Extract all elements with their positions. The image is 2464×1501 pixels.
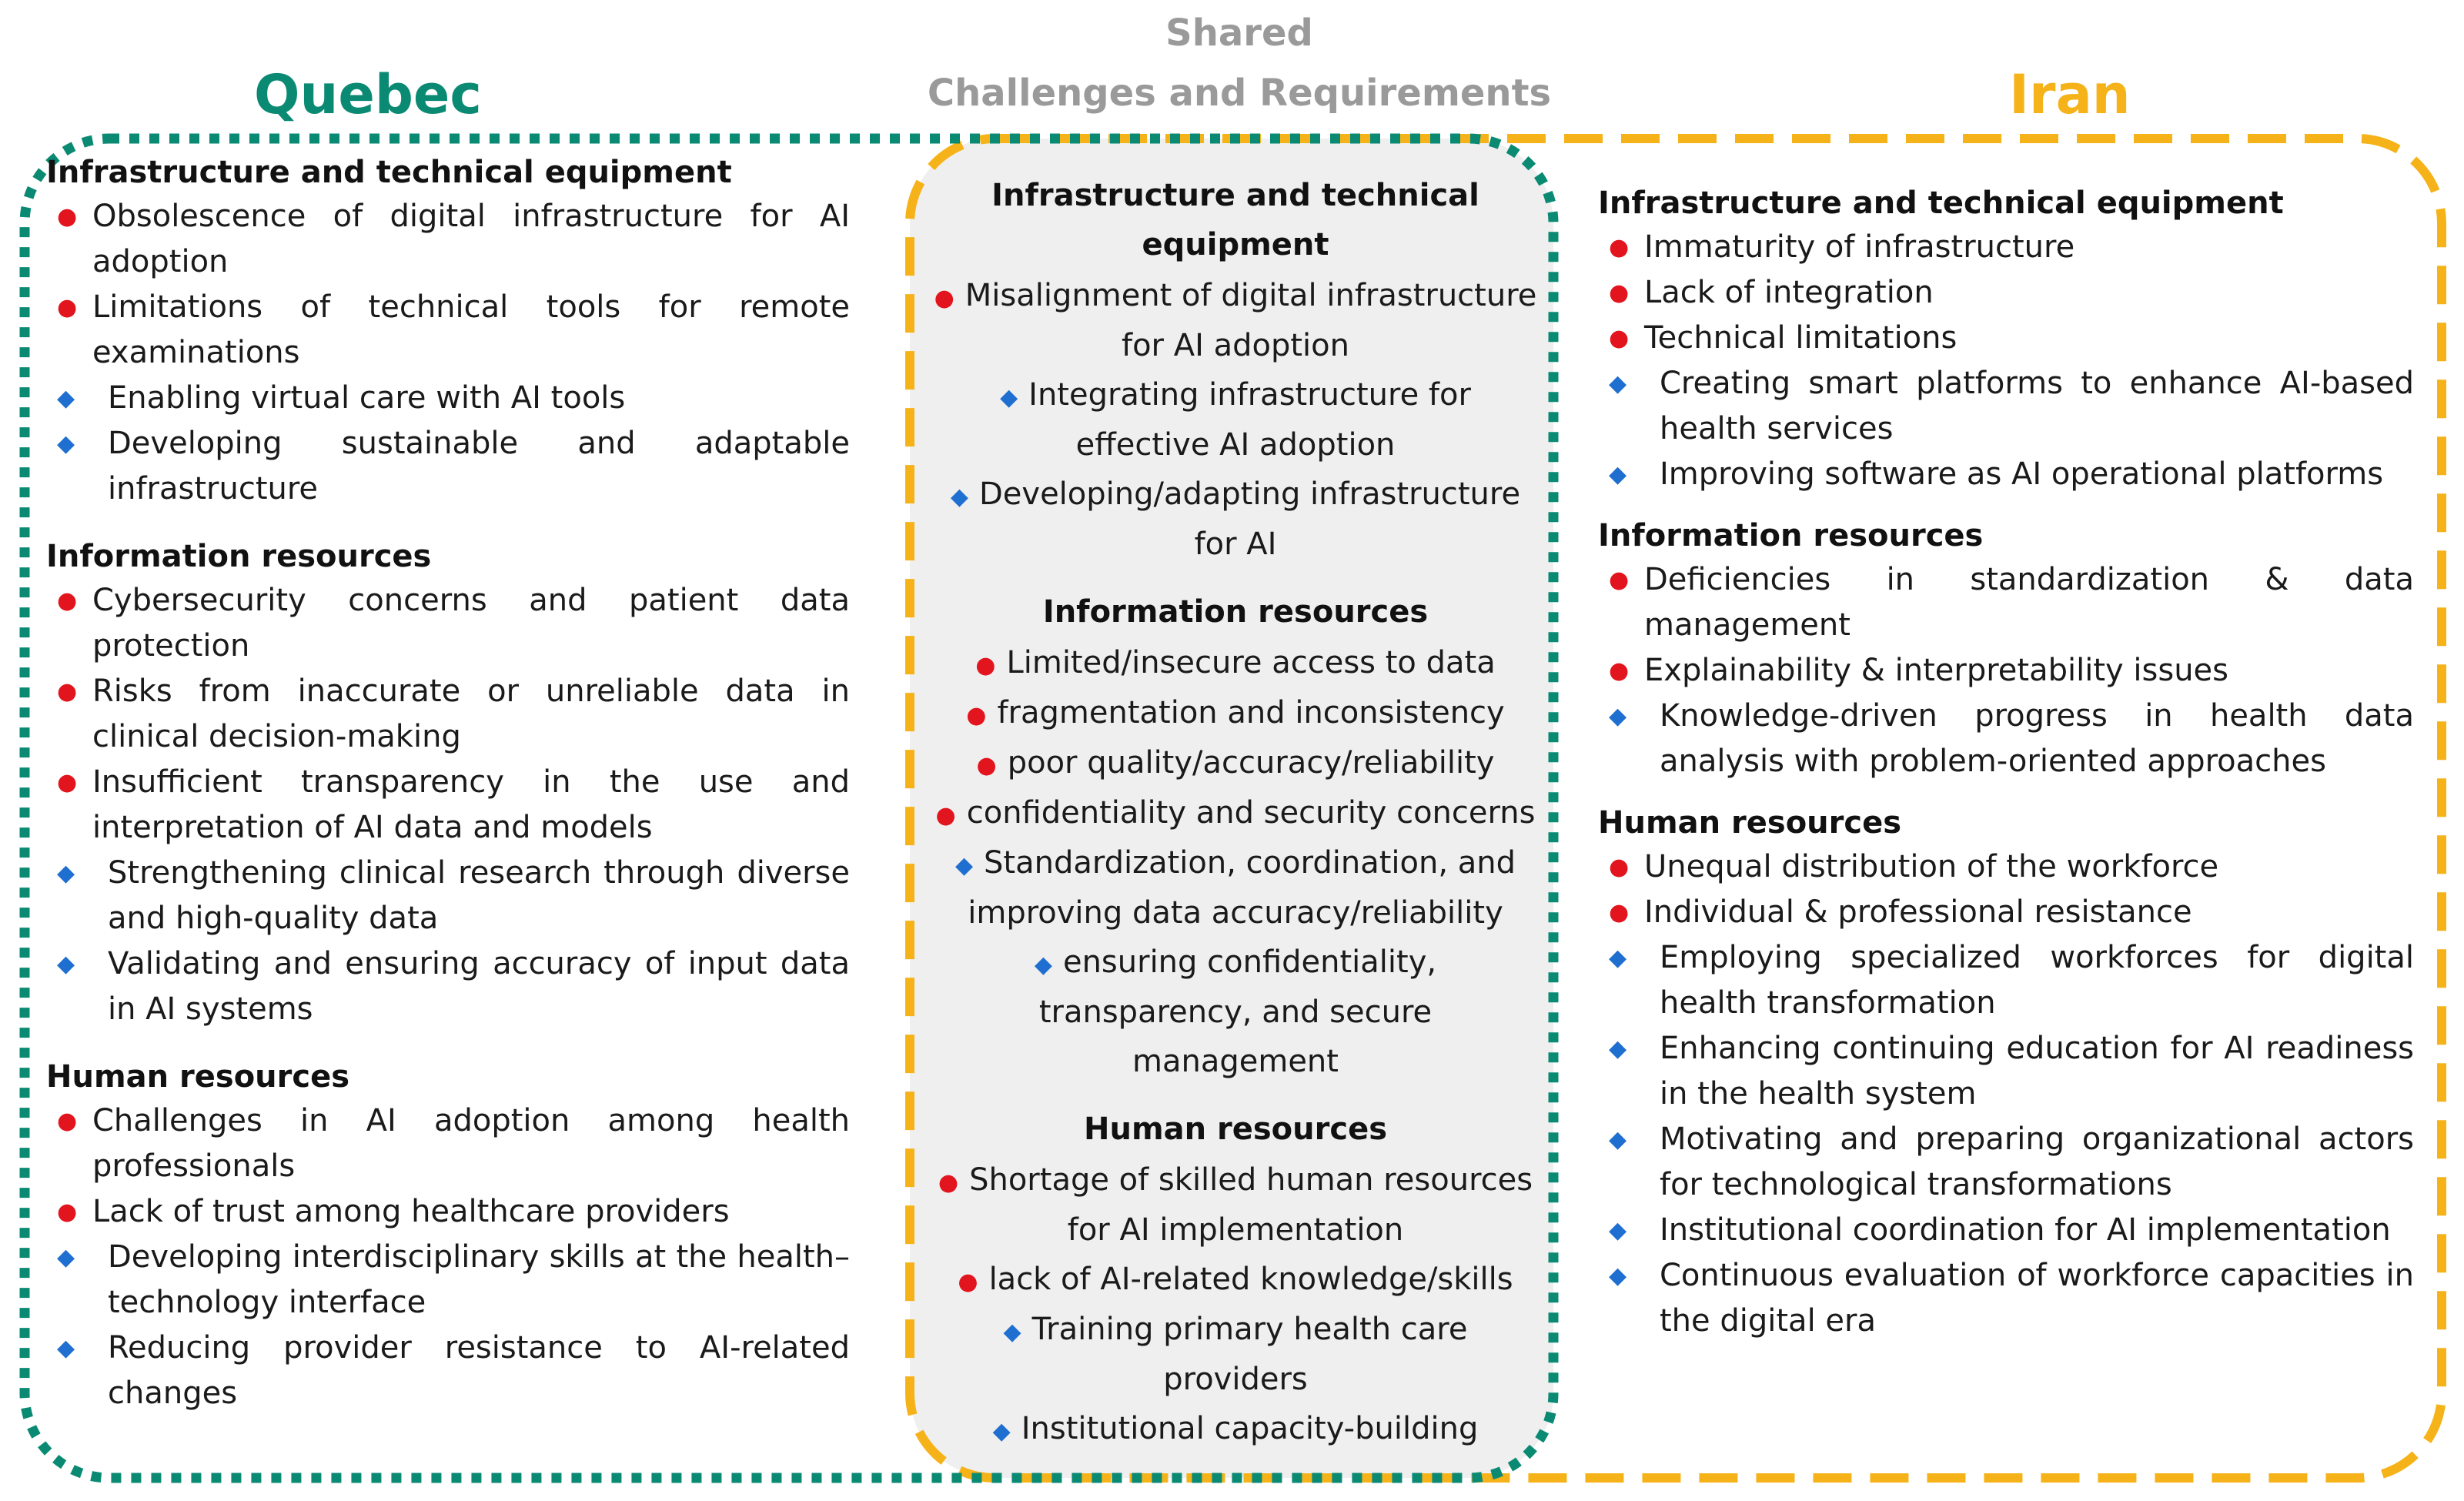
red-dot-bullet-icon: ● [1609,234,1630,261]
item-text: Enhancing continuing education for AI readiness in the health system [1660,1031,2414,1112]
requirement-item [931,838,1540,938]
section-heading: Infrastructure and technical equipment [991,178,1479,262]
section-heading: Infrastructure and technical equipment [46,155,732,190]
item-text: Limited/insecure access to data [1006,645,1496,680]
item-list [931,1155,1540,1454]
section-heading: Human resources [1598,805,1902,841]
item-text: Lack of trust among healthcare providers [92,1194,730,1229]
requirement-item [46,941,850,1032]
requirement-item [931,938,1540,1086]
shared-title-line1: Shared [1165,12,1313,55]
red-dot-bullet-icon: ● [975,652,996,679]
iran-section [1598,801,2414,1344]
blue-diamond-bullet-icon: ◆ [1609,1262,1627,1289]
red-dot-bullet-icon: ● [935,802,956,829]
section-heading: Infrastructure and technical equipment [1598,186,2284,221]
item-list [1598,557,2414,784]
blue-diamond-bullet-icon: ◆ [57,1244,75,1271]
blue-diamond-bullet-icon: ◆ [950,483,968,510]
section-heading: Information resources [46,539,432,574]
challenge-item [1598,557,2414,648]
requirement-item [1598,452,2414,497]
requirement-item [46,1235,850,1325]
item-text: lack of AI-related knowledge/skills [988,1262,1513,1297]
item-list [931,638,1540,1086]
shared-section [931,1105,1540,1454]
shared-section [931,587,1540,1086]
challenge-item [1598,225,2414,270]
item-list [46,578,850,1032]
item-text: Employing specialized workforces for digital health transformation [1660,940,2414,1021]
item-text: Lack of integration [1644,275,1934,310]
item-text: Developing interdisciplinary skills at the health–technology interface [108,1239,850,1320]
quebec-section [46,1055,850,1416]
red-dot-bullet-icon: ● [934,285,955,312]
iran-column [1598,182,2414,1361]
red-dot-bullet-icon: ● [1609,854,1630,881]
requirement-item [1598,1117,2414,1208]
challenge-item [46,194,850,285]
blue-diamond-bullet-icon: ◆ [57,860,75,887]
item-text: Strengthening clinical research through diverse and high-quality data [108,855,850,936]
quebec-title: Quebec [254,63,482,126]
red-dot-bullet-icon: ● [57,1198,78,1225]
blue-diamond-bullet-icon: ◆ [992,1418,1011,1445]
challenge-item [931,738,1540,788]
section-heading: Information resources [1042,594,1429,630]
challenge-item [931,271,1540,370]
requirement-item [46,421,850,512]
item-text: Technical limitations [1644,320,1957,356]
item-text: Unequal distribution of the workforce [1644,849,2219,884]
quebec-section [46,535,850,1032]
item-text: Continuous evaluation of workforce capacities in the digital era [1660,1258,2414,1339]
item-text: Obsolescence of digital infrastructure for AI adoption [92,199,850,279]
blue-diamond-bullet-icon: ◆ [1034,951,1052,978]
blue-diamond-bullet-icon: ◆ [1609,1126,1627,1153]
blue-diamond-bullet-icon: ◆ [57,951,75,978]
blue-diamond-bullet-icon: ◆ [1000,384,1018,411]
challenge-item [46,669,850,760]
item-text: Institutional capacity-building [1021,1411,1479,1446]
red-dot-bullet-icon: ● [958,1269,978,1295]
item-text: Explainability & interpretability issues [1644,653,2229,688]
item-text: Developing/adapting infrastructure for AI [978,476,1521,562]
red-dot-bullet-icon: ● [1609,279,1630,306]
challenge-item [46,760,850,851]
challenge-item [1598,844,2414,890]
challenge-item [931,1255,1540,1305]
item-text: Limitations of technical tools for remote examinations [92,289,850,370]
item-text: Creating smart platforms to enhance AI-based health services [1660,366,2414,446]
requirement-item [1598,361,2414,452]
red-dot-bullet-icon: ● [966,702,987,729]
blue-diamond-bullet-icon: ◆ [57,430,75,457]
item-list [931,271,1540,569]
item-text: Standardization, coordination, and improving data accuracy/reliability [968,845,1516,931]
section-heading: Information resources [1598,518,1984,553]
requirement-item [1598,1253,2414,1344]
item-text: Risks from inaccurate or unreliable data in clinical decision-making [92,674,850,754]
blue-diamond-bullet-icon: ◆ [57,1335,75,1362]
blue-diamond-bullet-icon: ◆ [1609,944,1627,971]
red-dot-bullet-icon: ● [1609,325,1630,352]
section-heading: Human resources [1083,1112,1388,1147]
item-text: Challenges in AI adoption among health professionals [92,1103,850,1184]
item-text: Enabling virtual care with AI tools [108,380,626,416]
red-dot-bullet-icon: ● [57,587,78,614]
shared-column [931,171,1540,1473]
item-text: ensuring confidentiality, transparency, and secure management [1038,944,1437,1079]
requirement-item [1598,1208,2414,1253]
blue-diamond-bullet-icon: ◆ [1609,1035,1627,1062]
blue-diamond-bullet-icon: ◆ [1609,703,1627,730]
red-dot-bullet-icon: ● [938,1169,959,1196]
challenge-item [46,285,850,376]
item-list [46,194,850,512]
challenge-item [46,578,850,669]
shared-section [931,171,1540,569]
item-text: Deficiencies in standardization & data management [1644,562,2414,643]
challenge-item [1598,648,2414,694]
red-dot-bullet-icon: ● [57,769,78,796]
requirement-item [1598,1026,2414,1117]
requirement-item [931,1404,1540,1454]
requirement-item [1598,935,2414,1026]
red-dot-bullet-icon: ● [57,294,78,321]
challenge-item [931,788,1540,838]
quebec-section [46,151,850,512]
blue-diamond-bullet-icon: ◆ [57,385,75,412]
item-text: Training primary health care providers [1031,1312,1468,1397]
item-list [1598,844,2414,1344]
blue-diamond-bullet-icon: ◆ [1609,1217,1627,1244]
item-text: poor quality/accuracy/reliability [1007,745,1495,781]
challenge-item [46,1098,850,1189]
item-text: Reducing provider resistance to AI-related changes [108,1330,850,1411]
requirement-item [931,1305,1540,1404]
requirement-item [46,851,850,941]
item-text: Improving software as AI operational platforms [1660,456,2384,492]
blue-diamond-bullet-icon: ◆ [1609,370,1627,397]
requirement-item [931,470,1540,569]
requirement-item [931,370,1540,470]
item-text: Motivating and preparing organizational actors for technological transformations [1660,1122,2414,1202]
item-text: Misalignment of digital infrastructure for AI adoption [965,278,1537,363]
challenge-item [1598,270,2414,316]
quebec-column [46,151,850,1439]
iran-section [1598,182,2414,497]
blue-diamond-bullet-icon: ◆ [1609,461,1627,488]
item-text: Immaturity of infrastructure [1644,229,2075,265]
item-text: Institutional coordination for AI implementation [1660,1212,2391,1248]
item-list [1598,225,2414,497]
iran-title: Iran [2009,63,2131,126]
item-text: confidentiality and security concerns [966,795,1536,831]
item-text: Integrating infrastructure for effective AI adoption [1028,377,1471,463]
challenge-item [46,1189,850,1235]
challenge-item [931,688,1540,738]
item-list [46,1098,850,1416]
item-text: Validating and ensuring accuracy of input data in AI systems [108,946,850,1027]
challenge-item [931,638,1540,688]
red-dot-bullet-icon: ● [1609,899,1630,926]
iran-section [1598,514,2414,784]
challenge-item [931,1155,1540,1255]
red-dot-bullet-icon: ● [57,678,78,705]
requirement-item [46,376,850,421]
red-dot-bullet-icon: ● [976,752,997,779]
item-text: Individual & professional resistance [1644,894,2192,930]
item-text: Insufficient transparency in the use and interpretation of AI data and models [92,764,850,845]
challenge-item [1598,316,2414,361]
item-text: Knowledge-driven progress in health data analysis with problem-oriented approaches [1660,698,2414,779]
item-text: fragmentation and inconsistency [997,695,1505,730]
requirement-item [46,1325,850,1416]
item-text: Shortage of skilled human resources for AI implementation [969,1162,1533,1248]
item-text: Developing sustainable and adaptable infrastructure [108,426,850,506]
challenge-item [1598,890,2414,935]
red-dot-bullet-icon: ● [57,1108,78,1135]
shared-title [847,3,1632,123]
shared-title-line2: Challenges and Requirements [927,72,1552,115]
red-dot-bullet-icon: ● [57,203,78,230]
red-dot-bullet-icon: ● [1609,567,1630,593]
section-heading: Human resources [46,1059,350,1095]
blue-diamond-bullet-icon: ◆ [1003,1319,1021,1346]
item-text: Cybersecurity concerns and patient data protection [92,583,850,664]
blue-diamond-bullet-icon: ◆ [955,852,974,879]
red-dot-bullet-icon: ● [1609,657,1630,684]
requirement-item [1598,694,2414,784]
